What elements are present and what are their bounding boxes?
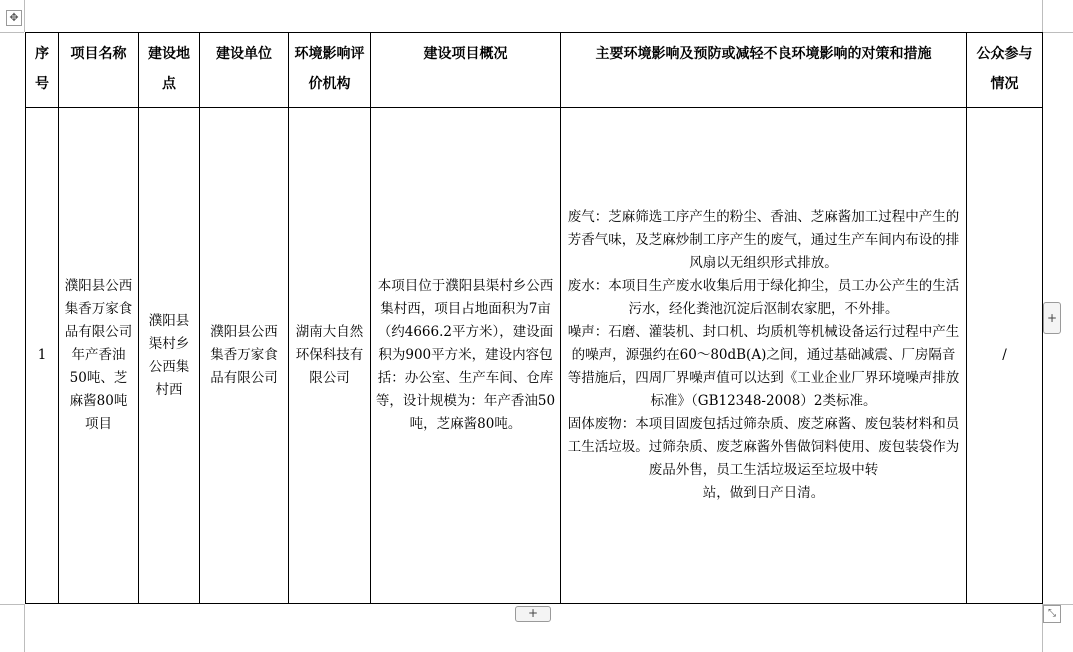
measure-solid-waste: 固体废物：本项目固废包括过筛杂质、废芝麻酱、废包装材料和员工生活垃圾。过筛杂质、废芝麻酱外售做饲料使用、废包装袋作为废品外售，员工生活垃圾运至垃圾中转: [567, 416, 960, 478]
table-move-handle-icon[interactable]: ✥: [6, 10, 22, 26]
table-resize-icon[interactable]: ⤡: [1043, 605, 1061, 623]
header-eia-org: 环境影响评价机构: [289, 33, 371, 108]
cell-location[interactable]: 濮阳县渠村乡公西集村西: [139, 108, 200, 604]
crop-mark: [24, 604, 25, 652]
header-project-name: 项目名称: [59, 33, 139, 108]
cell-no[interactable]: 1: [26, 108, 59, 604]
measure-gas: 废气：芝麻筛选工序产生的粉尘、香油、芝麻酱加工过程中产生的芳香气味，及芝麻炒制工序产生的废气，通过生产车间内布设的排风扇以无组织形式排放。: [567, 209, 960, 271]
cell-public-participation[interactable]: /: [967, 108, 1043, 604]
crop-mark: [24, 0, 25, 32]
measure-noise: 噪声：石磨、灌装机、封口机、均质机等机械设备运行过程中产生的噪声，源强约在60～80dB(A)之间，通过基础减震、厂房隔音等措施后，四周厂界噪声值可以达到《工业企业厂界环境噪声排放标准》（GB12348-2008）2类标准。: [567, 324, 960, 409]
header-no: 序号: [26, 33, 59, 108]
measure-water: 废水：本项目生产废水收集后用于绿化抑尘，员工办公产生的生活污水，经化粪池沉淀后沤制农家肥，不外排。: [567, 278, 960, 317]
header-construction-unit: 建设单位: [200, 33, 289, 108]
add-column-icon[interactable]: +: [1043, 302, 1061, 334]
cell-eia-org[interactable]: 湖南大自然环保科技有限公司: [289, 108, 371, 604]
header-public-participation: 公众参与情况: [967, 33, 1043, 108]
crop-mark: [1042, 0, 1043, 32]
crop-mark: [1042, 32, 1073, 33]
measure-solid-waste-end: 站，做到日产日清。: [702, 485, 825, 501]
header-location: 建设地点: [139, 33, 200, 108]
header-overview: 建设项目概况: [371, 33, 561, 108]
cell-project-name[interactable]: 濮阳县公西集香万家食品有限公司年产香油50吨、芝麻酱80吨项目: [59, 108, 139, 604]
table-header-row: [26, 33, 1043, 108]
project-table: [25, 32, 1043, 604]
crop-mark: [0, 32, 24, 33]
cell-construction-unit[interactable]: 濮阳县公西集香万家食品有限公司: [200, 108, 289, 604]
table-row: [26, 108, 1043, 604]
cell-measures[interactable]: [561, 108, 967, 604]
add-row-icon[interactable]: +: [515, 606, 551, 622]
cell-overview[interactable]: 本项目位于濮阳县渠村乡公西集村西，项目占地面积为7亩（约4666.2平方米），建设面积为900平方米，建设内容包括：办公室、生产车间、仓库等，设计规模为：年产香油50吨，芝麻酱80吨。: [371, 108, 561, 604]
header-measures: 主要环境影响及预防或减轻不良环境影响的对策和措施: [561, 33, 967, 108]
crop-mark: [0, 604, 24, 605]
